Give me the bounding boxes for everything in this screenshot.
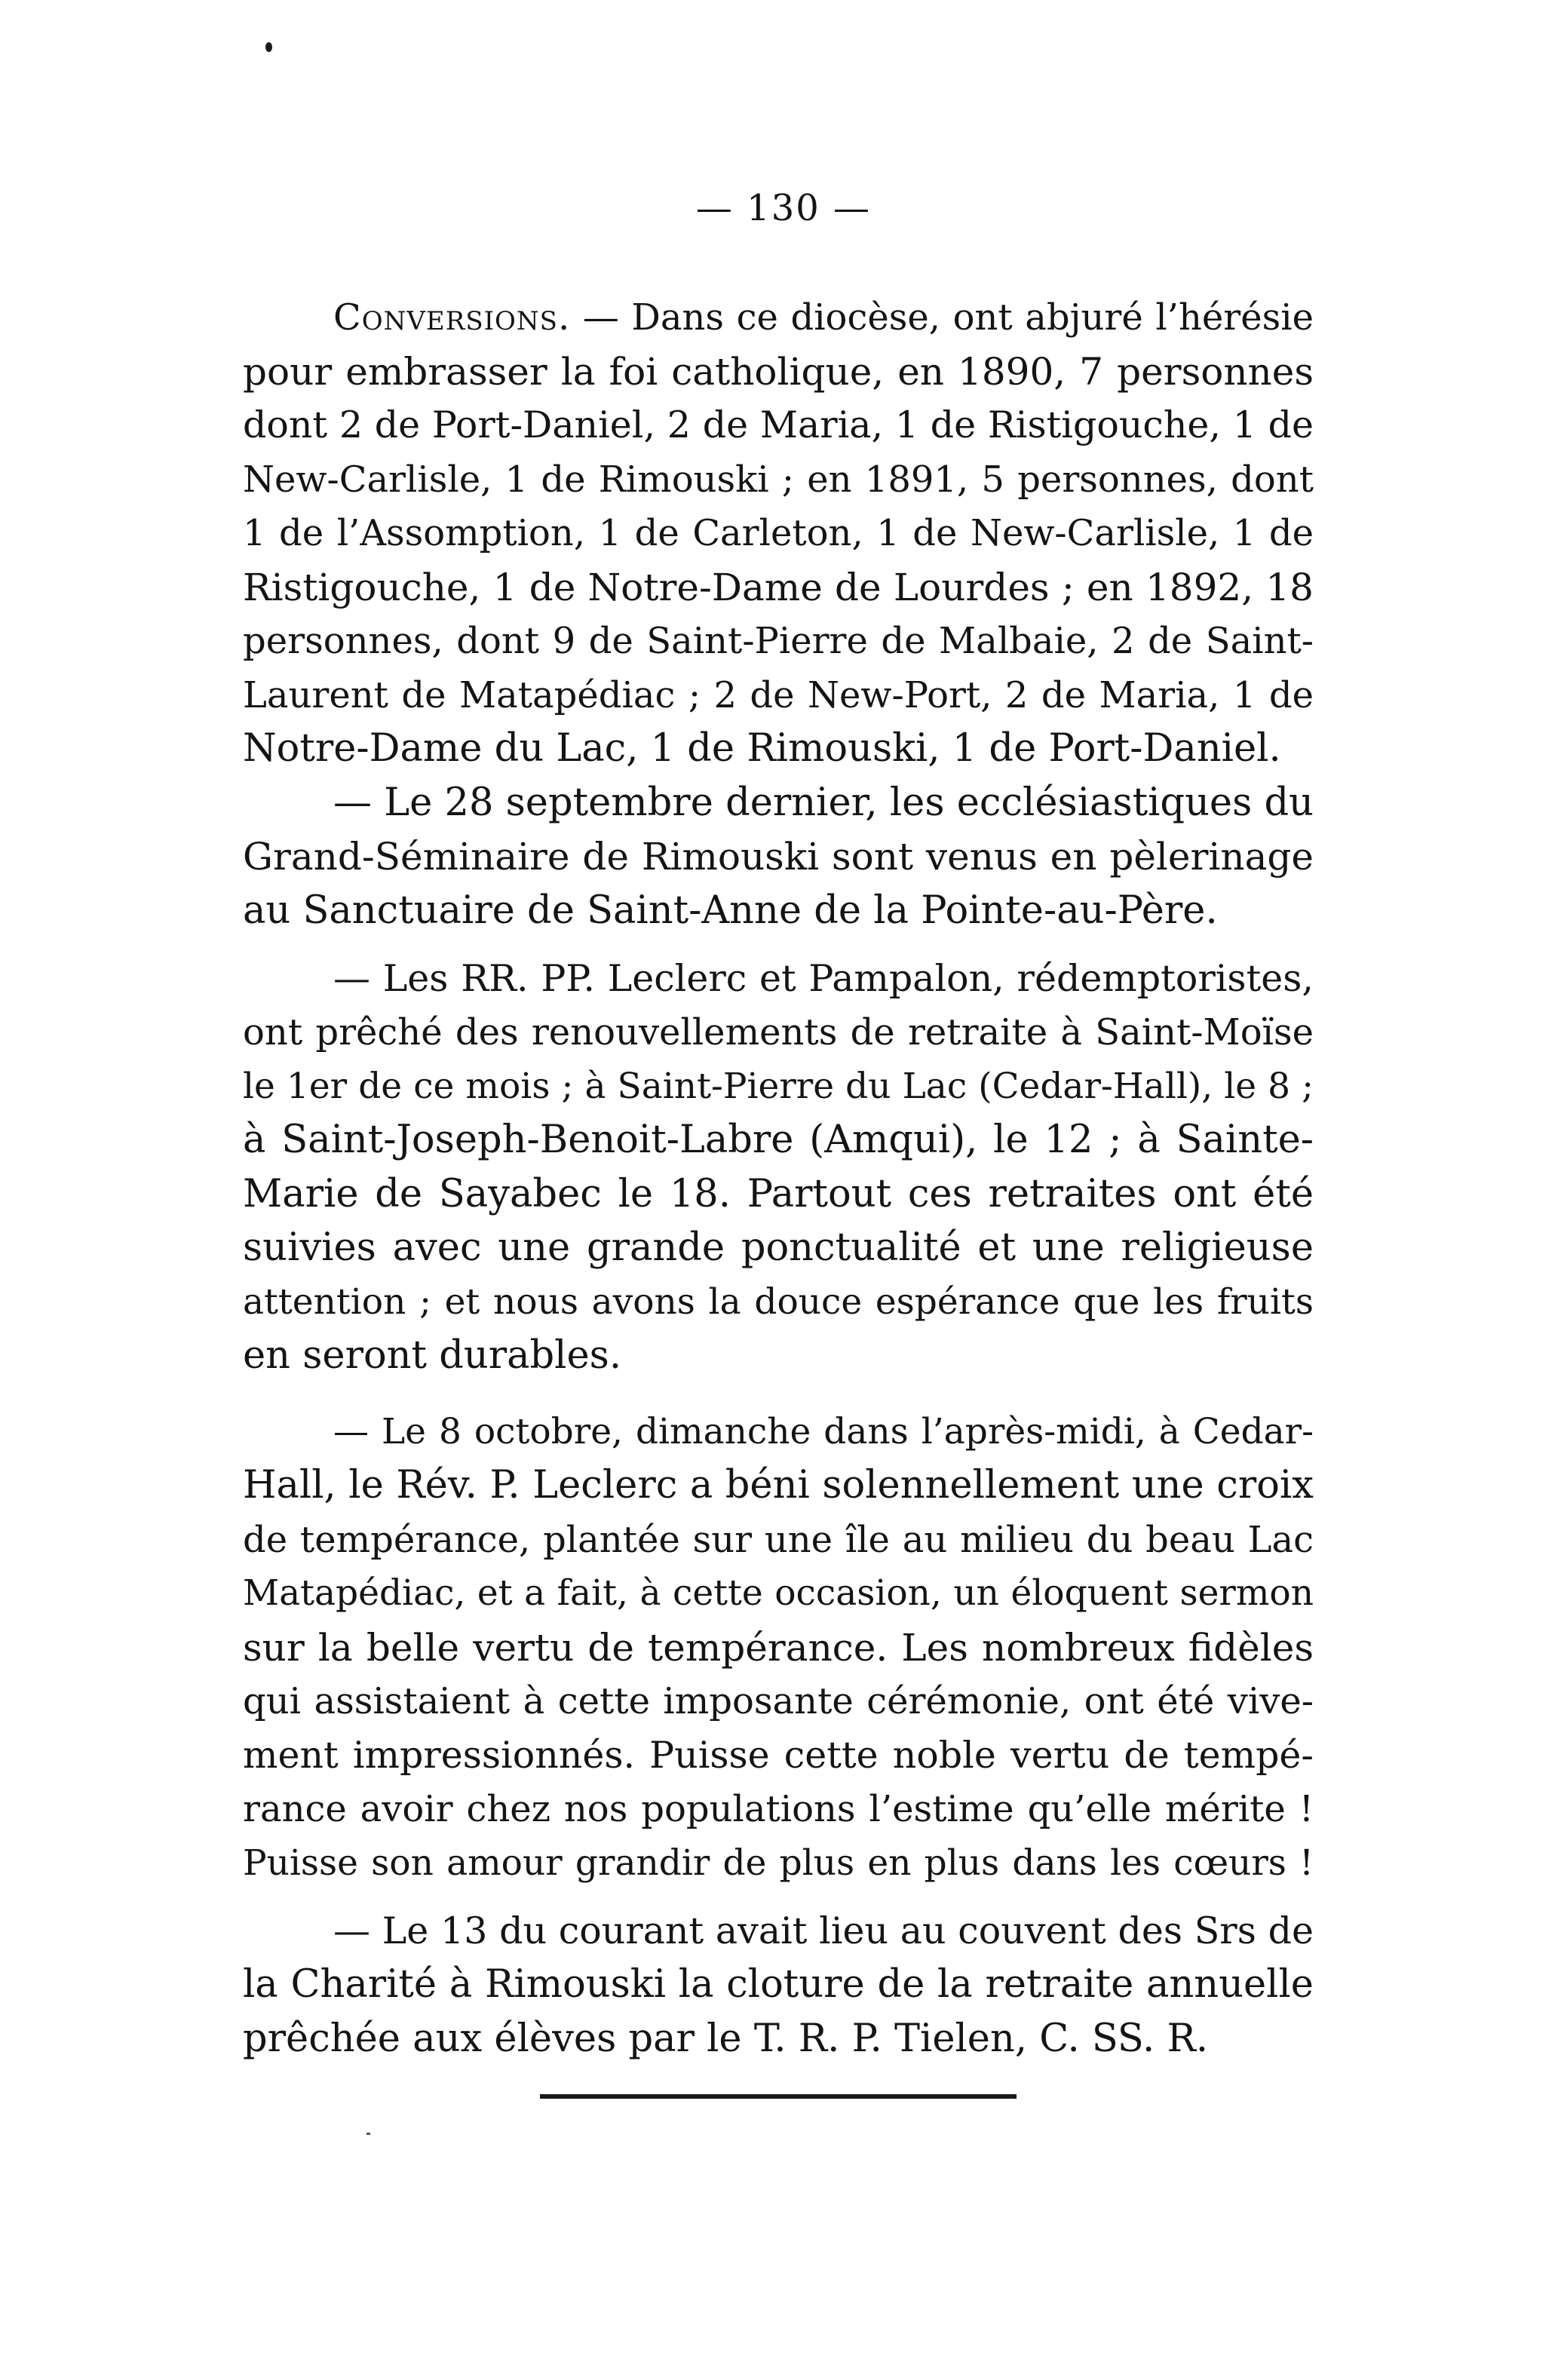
ink-speck-small [366,2133,370,2135]
croix-line-2: Hall, le Rév. P. Leclerc a béni solennellement une croix [243,1463,1314,1507]
ink-speck [265,42,272,52]
conversions-line-6: Ristigouche, 1 de Notre-Dame de Lourdes ; en 1892, 18 [243,566,1314,609]
croix-line-4: Matapédiac, et a fait, à cette occasion, un éloquent sermon [243,1572,1314,1614]
conversions-line-3: dont 2 de Port-Daniel, 2 de Maria, 1 de Ristigouche, 1 de [243,403,1314,446]
conversions-line-8: Laurent de Matapédiac ; 2 de New-Port, 2 de Maria, 1 de [243,674,1314,716]
retraites-line-8: en seront durables. [243,1333,622,1378]
pelerinage-line-3: au Sanctuaire de Saint-Anne de la Pointe-au-Père. [243,888,1218,933]
section-heading-conversions: Conversions. [333,296,571,339]
conversions-line-1 [333,288,1314,347]
cloture-line-1: — Le 13 du courant avait lieu au couvent des Srs de [333,1909,1314,1952]
retraites-line-2: ont prêché des renouvellements de retraite à Saint-Moïse [243,1011,1314,1054]
conversions-line-4: New-Carlisle, 1 de Rimouski ; en 1891, 5 personnes, dont [243,459,1314,501]
retraites-line-4: à Saint-Joseph-Benoit-Labre (Amqui), le 12 ; à Sainte- [243,1118,1314,1162]
retraites-line-7: attention ; et nous avons la douce espérance que les fruits [243,1281,1314,1323]
conversions-line-9: Notre-Dame du Lac, 1 de Rimouski, 1 de Port-Daniel. [243,726,1281,771]
retraites-line-5: Marie de Sayabec le 18. Partout ces retraites ont été [243,1172,1314,1216]
pelerinage-line-1: — Le 28 septembre dernier, les ecclésiastiques du [333,781,1314,825]
retraites-line-3: le 1er de ce mois ; à Saint-Pierre du Lac (Cedar-Hall), le 8 ; [243,1066,1314,1107]
conversions-line-7: personnes, dont 9 de Saint-Pierre de Malbaie, 2 de Saint- [243,620,1314,662]
croix-line-8: rance avoir chez nos populations l’estime qu’elle mérite ! [243,1788,1314,1830]
page-number: — 130 — [695,187,872,229]
croix-line-5: sur la belle vertu de tempérance. Les nombreux fidèles [243,1626,1314,1670]
retraites-line-1: — Les RR. PP. Leclerc et Pampalon, rédemptoristes, [333,957,1314,1000]
croix-line-9: Puisse son amour grandir de plus en plus dans les cœurs ! [243,1842,1314,1884]
conversions-line-5: 1 de l’Assomption, 1 de Carleton, 1 de New-Carlisle, 1 de [243,512,1314,554]
croix-line-6: qui assistaient à cette imposante cérémonie, ont été vive- [243,1680,1314,1722]
conversions-line-1-text: — Dans ce diocèse, ont abjuré l’hérésie [582,296,1314,339]
end-rule [540,2094,1017,2099]
retraites-line-6: suivies avec une grande ponctualité et une religieuse [243,1225,1314,1270]
cloture-line-3: prêchée aux élèves par le T. R. P. Tielen, C. SS. R. [243,2017,1209,2061]
croix-line-1: — Le 8 octobre, dimanche dans l’après-midi, à Cedar- [333,1411,1314,1452]
cloture-line-2: la Charité à Rimouski la cloture de la retraite annuelle [243,1962,1314,2007]
pelerinage-line-2: Grand-Séminaire de Rimouski sont venus en pèlerinage [243,835,1314,879]
croix-line-7: ment impressionnés. Puisse cette noble vertu de tempé- [243,1734,1314,1777]
conversions-line-2: pour embrasser la foi catholique, en 1890, 7 personnes [243,350,1314,394]
croix-line-3: de tempérance, plantée sur une île au milieu du beau Lac [243,1519,1314,1561]
